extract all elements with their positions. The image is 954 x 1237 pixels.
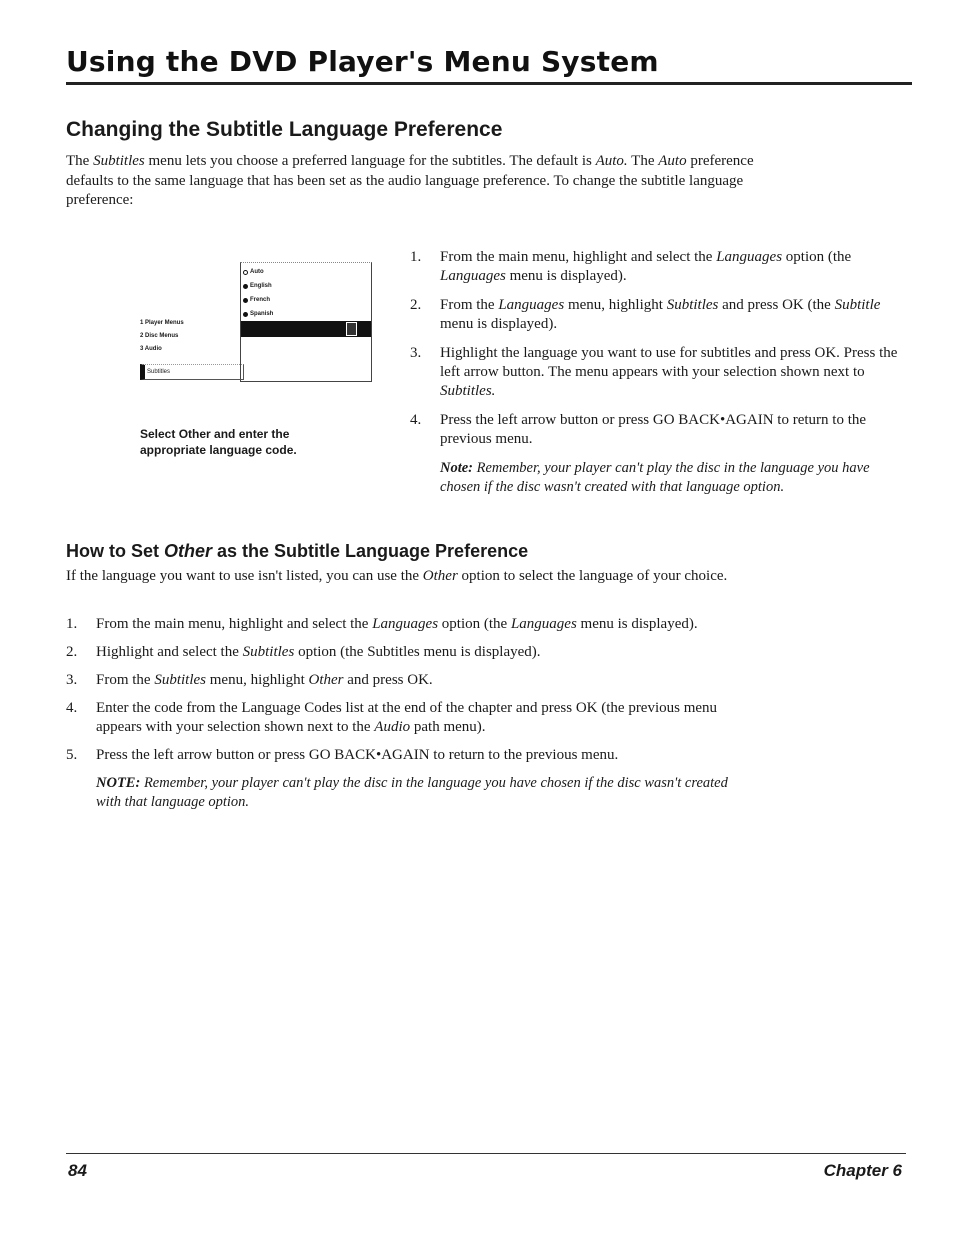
- step-number: 4.: [66, 700, 78, 716]
- highlight-bar: [241, 321, 371, 337]
- text-run: menu is displayed).: [440, 316, 558, 332]
- emphasis-text: Languages: [372, 616, 439, 632]
- step-item: [66, 615, 746, 634]
- option-auto: [243, 269, 264, 275]
- scroll-icon: [346, 322, 357, 336]
- note-text: Remember, your player can't play the disc in the language you have chosen if the disc wasn't created with that language option.: [440, 460, 870, 495]
- page-header: [66, 44, 912, 80]
- chapter-label: Chapter 6: [823, 1161, 902, 1180]
- step-item: [410, 296, 910, 334]
- text-run: path menu).: [410, 719, 486, 735]
- step-number: 3.: [410, 345, 422, 361]
- step-number: 1.: [410, 249, 422, 265]
- emphasis-text: Auto.: [595, 153, 628, 169]
- text-run: The: [627, 153, 659, 169]
- text-run: and press OK (the: [718, 297, 835, 313]
- section-heading-subtitle-language: Changing the Subtitle Language Preference: [66, 118, 503, 141]
- text-run: option (the Subtitles menu is displayed).: [294, 644, 541, 660]
- radio-icon: [243, 298, 248, 303]
- other-language-steps-list: [66, 615, 746, 811]
- step-text: [440, 412, 866, 447]
- main-menu-item: 3 Audio: [140, 346, 162, 352]
- text-run: From the: [96, 672, 155, 688]
- step-number: 3.: [66, 672, 78, 688]
- emphasis-text: Subtitles: [154, 672, 207, 688]
- step-number: 5.: [66, 747, 78, 763]
- text-run: menu, highlight: [206, 672, 309, 688]
- title-divider: [66, 82, 912, 85]
- text-run: From the main menu, highlight and select the: [96, 616, 373, 632]
- text-run: Enter the code from the Language Codes list at the end of the chapter and press OK (the previous menu appears with your selection shown next to the: [96, 700, 718, 735]
- text-run: option (the: [782, 249, 852, 265]
- option-label: Spanish: [250, 311, 274, 317]
- option-french: [243, 297, 270, 303]
- text-run: If the language you want to use isn't listed, you can use the: [66, 568, 423, 584]
- radio-icon: [243, 284, 248, 289]
- text-run: menu lets you choose a preferred language for the subtitles. The default is: [144, 153, 596, 169]
- text-run: menu, highlight: [564, 297, 667, 313]
- step-number: 2.: [410, 297, 422, 313]
- emphasis-text: Subtitle: [834, 297, 881, 313]
- emphasis-text: Subtitles: [93, 153, 145, 169]
- emphasis-text: Subtitles.: [440, 383, 496, 399]
- note-label: NOTE:: [96, 775, 141, 791]
- option-label: French: [250, 297, 271, 303]
- step-text: [440, 249, 851, 284]
- emphasis-text: Subtitles: [242, 644, 295, 660]
- emphasis-text: Other: [308, 672, 344, 688]
- menu-screen-illustration: [140, 258, 376, 388]
- emphasis-text: Languages: [498, 297, 565, 313]
- section-heading-other-language: [66, 541, 528, 562]
- text-run: Press the left arrow button or press GO BACK•AGAIN to return to the previous menu.: [440, 412, 867, 447]
- text-run: The: [66, 153, 94, 169]
- subtitle-options-panel: [240, 262, 372, 382]
- step-text: [440, 297, 880, 332]
- text-run: Press the left arrow button or press GO BACK•AGAIN to return to the previous menu.: [96, 747, 619, 763]
- step-text: [96, 700, 717, 735]
- emphasis-text: Languages: [716, 249, 783, 265]
- text-run: Highlight and select the: [96, 644, 243, 660]
- step-text: [96, 616, 698, 632]
- step-number: 4.: [410, 412, 422, 428]
- text-run: From the: [440, 297, 499, 313]
- text-run: preference defaults to the same language that has been set as the audio language preference. To change the subtitle language preference:: [66, 153, 754, 208]
- emphasis-text: Languages: [440, 268, 506, 284]
- step-number: 1.: [66, 616, 78, 632]
- option-label: Auto: [250, 269, 264, 275]
- option-english: [243, 283, 272, 289]
- emphasis-text: Subtitles: [666, 297, 719, 313]
- main-menu-item: 2 Disc Menus: [140, 333, 179, 339]
- text-run: option to select the language of your choice.: [457, 568, 728, 584]
- step-text: [440, 345, 897, 399]
- page-number: 84: [68, 1161, 87, 1180]
- page-title: Using the DVD Player's Menu System: [66, 45, 659, 78]
- note: [410, 459, 910, 496]
- step-text: [96, 747, 618, 763]
- step-item: [66, 643, 746, 662]
- text-run: option (the: [438, 616, 511, 632]
- text-run: menu is displayed).: [505, 268, 627, 284]
- footer-divider: [66, 1153, 906, 1154]
- step-item: [410, 411, 910, 449]
- step-number: 2.: [66, 644, 78, 660]
- heading-emphasis: Other: [164, 541, 213, 561]
- note-label: Note:: [440, 460, 474, 476]
- main-menu-item: 1 Player Menus: [140, 320, 184, 326]
- step-text: [96, 672, 433, 688]
- note: [66, 774, 746, 811]
- step-text: [96, 644, 541, 660]
- section-intro: [66, 152, 756, 211]
- subtitle-steps-list: [410, 248, 910, 496]
- text-run: Highlight the language you want to use for subtitles and press OK. Press the left arrow button. The menu appears with your selection shown next to: [440, 345, 898, 380]
- step-item: [66, 746, 746, 765]
- heading-part: as the Subtitle Language Preference: [212, 541, 529, 561]
- option-spanish: [243, 311, 273, 317]
- emphasis-text: Languages: [510, 616, 577, 632]
- option-label: English: [250, 283, 272, 289]
- heading-part: How to Set: [66, 541, 164, 561]
- note-text: Remember, your player can't play the disc in the language you have chosen if the disc wasn't created with that language option.: [96, 775, 728, 810]
- text-run: menu is displayed).: [576, 616, 698, 632]
- text-run: From the main menu, highlight and select the: [440, 249, 717, 265]
- step-item: [410, 248, 910, 286]
- emphasis-text: Audio: [374, 719, 411, 735]
- section-intro: [66, 567, 756, 587]
- radio-icon: [243, 312, 248, 317]
- emphasis-text: Auto: [658, 153, 687, 169]
- main-menu-list: [140, 320, 184, 359]
- main-menu-item-subtitles: Subtitles: [140, 364, 244, 380]
- radio-selected-icon: [243, 270, 248, 275]
- step-item: [66, 671, 746, 690]
- step-item: [66, 699, 746, 737]
- illustration-caption: Select Other and enter the appropriate language code.: [140, 427, 297, 457]
- text-run: and press OK.: [343, 672, 433, 688]
- emphasis-text: Other: [422, 568, 458, 584]
- step-item: [410, 344, 910, 401]
